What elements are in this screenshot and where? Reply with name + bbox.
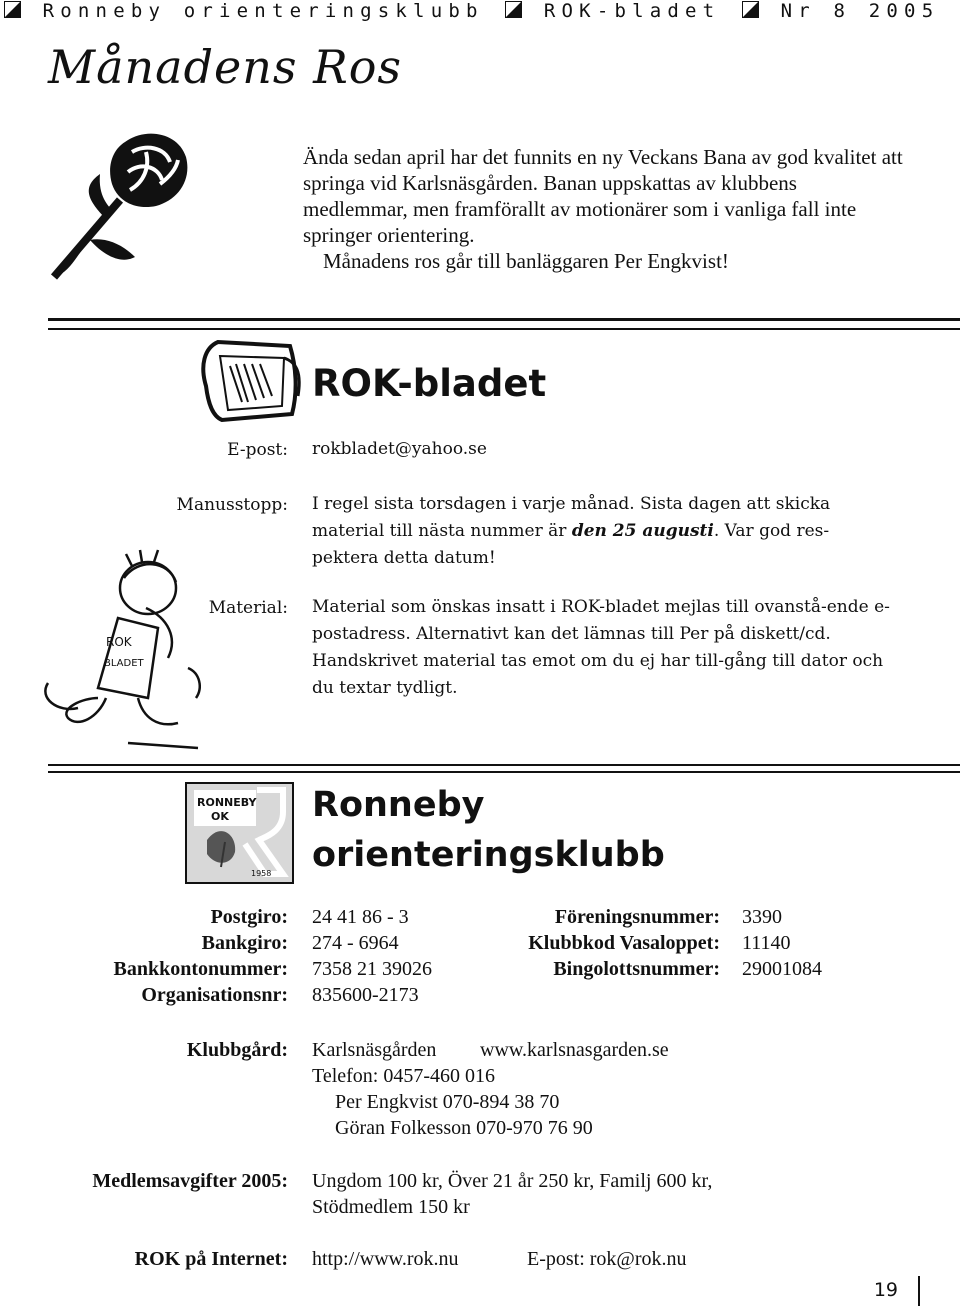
checkbox-square-icon (4, 1, 21, 18)
orgnr-label: Organisationsnr: (141, 984, 288, 1006)
bankkonto-label: Bankkontonummer: (113, 958, 288, 980)
checkbox-square-icon (742, 1, 759, 18)
header-publication: ROK-bladet (543, 0, 721, 22)
section-divider (48, 318, 960, 330)
email-value[interactable]: rokbladet@yahoo.se (312, 439, 487, 459)
fees-label: Medlemsavgifter 2005: (92, 1170, 288, 1192)
klubbgard-name: Karlsnäsgården (312, 1039, 437, 1061)
page-number: 19 (873, 1279, 898, 1301)
checkbox-square-icon (505, 1, 522, 18)
material-value: Material som önskas insatt i ROK-bladet mejlas till ovanstå-ende e-postadress. Alternativt kan det lämnas till Per på diskett/cd. Handskrivet material tas emot om du ej har till-gång till dator och du textar tydligt. (312, 597, 890, 698)
fees-line2: Stödmedlem 150 kr (312, 1196, 470, 1218)
logo-text-top: RONNEBY (197, 796, 257, 809)
club-title (312, 780, 665, 880)
bankgiro-value: 274 - 6964 (312, 932, 399, 954)
fees-line1: Ungdom 100 kr, Över 21 år 250 kr, Familj 600 kr, (312, 1170, 713, 1192)
bingo-value: 29001084 (742, 958, 822, 980)
club-info (0, 904, 960, 1270)
logo-text-ok: OK (211, 810, 229, 823)
internet-email[interactable]: E-post: rok@rok.nu (527, 1248, 687, 1270)
contact-per: Per Engkvist 070-894 38 70 (335, 1091, 560, 1113)
deadline-text-1: I regel sista torsdagen i varje månad. Sista dagen att skicka material till nästa nummer är (312, 494, 831, 541)
bankkonto-value: 7358 21 39026 (312, 958, 432, 980)
deadline-date: den 25 augusti (571, 521, 714, 541)
svg-text:BLADET: BLADET (104, 658, 144, 669)
klubbgard-phone: Telefon: 0457-460 016 (312, 1065, 496, 1087)
rose-section-body (303, 144, 903, 274)
section-divider (48, 764, 960, 773)
rose-icon (50, 122, 192, 280)
rose-paragraph: Ända sedan april har det funnits en ny Veckans Bana av god kvalitet att springa vid Karlsnäsgården. Banan uppskattas av klubbens medlemmar, men framförallt av motionärer som i vanliga fall inte springer orientering. (303, 145, 903, 247)
forening-label: Föreningsnummer: (554, 906, 720, 928)
contact-goran: Göran Folkesson 070-970 76 90 (335, 1117, 593, 1139)
club-title-line1: Ronneby (312, 785, 485, 825)
rose-award: Månadens ros går till banläggaren Per Engkvist! (323, 249, 729, 273)
orgnr-value: 835600-2173 (312, 984, 419, 1006)
cartoon-reader-icon (28, 548, 218, 758)
logo-year: 1958 (251, 869, 272, 878)
page-number-divider (918, 1276, 920, 1306)
internet-label: ROK på Internet: (134, 1248, 288, 1270)
rose-section-title: Månadens Ros (48, 40, 403, 94)
svg-text:ROK: ROK (106, 635, 132, 649)
vasa-value: 11140 (742, 932, 791, 954)
deadline-value (312, 491, 887, 572)
vasa-label: Klubbkod Vasaloppet: (528, 932, 720, 954)
postgiro-label: Postgiro: (210, 906, 288, 928)
deadline-label: Manusstopp: (176, 495, 288, 515)
club-title-line2: orienteringsklubb (312, 835, 665, 875)
klubbgard-url[interactable]: www.karlsnasgarden.se (480, 1039, 669, 1061)
bankgiro-label: Bankgiro: (201, 932, 288, 954)
newspaper-icon (198, 336, 308, 426)
forening-value: 3390 (742, 906, 782, 928)
page-header (0, 0, 960, 22)
deadline-text-2: . Var god res-pektera detta datum! (312, 521, 830, 568)
klubbgard-label: Klubbgård: (186, 1039, 288, 1061)
club-logo (185, 782, 294, 884)
material-label: Material: (208, 598, 288, 618)
email-label: E-post: (227, 440, 288, 460)
rok-bladet-title: ROK-bladet (312, 362, 547, 405)
header-issue: Nr 8 2005 (780, 0, 940, 22)
header-club: Ronneby orienteringsklubb (42, 0, 484, 22)
bingo-label: Bingolottsnummer: (553, 958, 720, 980)
internet-url[interactable]: http://www.rok.nu (312, 1248, 459, 1270)
postgiro-value: 24 41 86 - 3 (312, 906, 409, 928)
